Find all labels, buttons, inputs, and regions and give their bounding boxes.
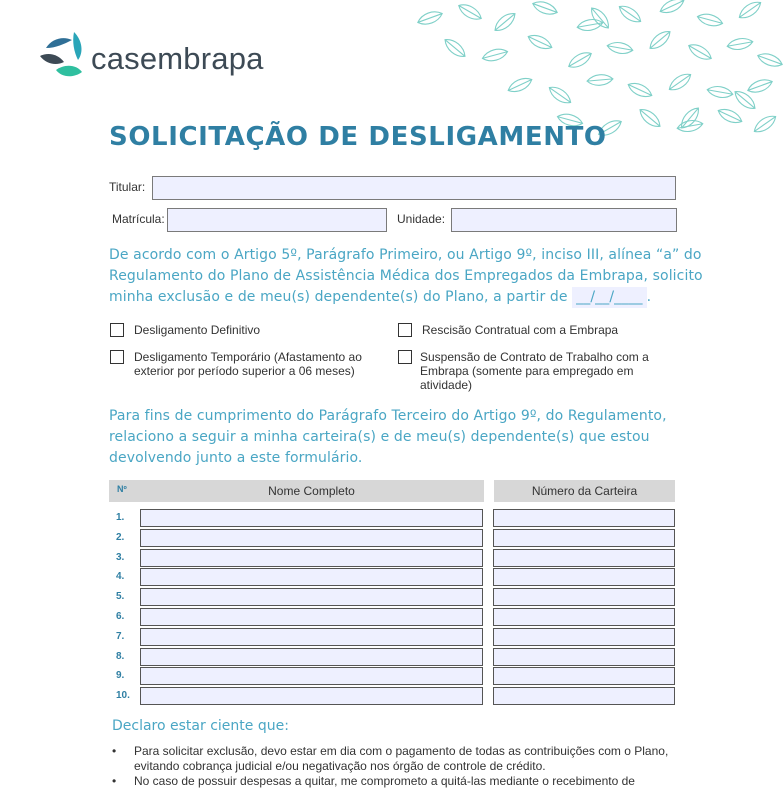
- leaf-shape: [676, 119, 703, 134]
- unidade-field[interactable]: [451, 208, 677, 232]
- table-header-name: Nome Completo: [139, 480, 484, 502]
- leaf-shape: [616, 2, 643, 26]
- name-field[interactable]: [140, 509, 483, 527]
- checkbox-rescisao-contratual[interactable]: [398, 323, 412, 337]
- leaf-shape: [658, 0, 686, 16]
- card-number-field[interactable]: [493, 628, 675, 646]
- request-text: De acordo com o Artigo 5º, Parágrafo Primeiro, ou Artigo 9º, inciso III, alínea “a” do Regulamento do Plano de Assistência Médica dos Empregados da Embrapa, solicito minha exclusão e de meu(s) dependente(s) do Plano, a partir de: [109, 247, 703, 305]
- card-number-field[interactable]: [493, 648, 675, 666]
- leaf-shape: [588, 5, 613, 32]
- leaf-shape: [732, 88, 759, 113]
- row-number: 10.: [116, 690, 130, 701]
- titular-label: Titular:: [109, 180, 146, 194]
- name-field[interactable]: [140, 549, 483, 567]
- card-number-field[interactable]: [493, 667, 675, 685]
- card-number-field[interactable]: [493, 529, 675, 547]
- start-date-field[interactable]: __/__/____: [572, 287, 646, 308]
- table-header-number: Nº: [109, 480, 139, 502]
- declaration-list: [112, 744, 692, 789]
- matricula-label: Matrícula:: [112, 212, 165, 226]
- bullet-icon: •: [112, 744, 117, 758]
- name-field[interactable]: [140, 529, 483, 547]
- leaf-shape: [647, 28, 674, 53]
- name-field[interactable]: [140, 648, 483, 666]
- name-field[interactable]: [140, 588, 483, 606]
- leaf-shape: [587, 74, 614, 87]
- option-suspensao-contrato: Suspensão de Contrato de Trabalho com a Embrapa (somente para empregado em atividade): [420, 350, 649, 392]
- leaf-shape: [456, 1, 484, 23]
- casembrapa-logo: [38, 30, 268, 86]
- leaf-shape: [416, 9, 444, 28]
- leaf-shape: [706, 85, 733, 100]
- name-field[interactable]: [140, 667, 483, 685]
- logo-mark-icon: [38, 30, 86, 82]
- leaf-shape: [442, 36, 469, 61]
- checkbox-desligamento-definitivo[interactable]: [110, 323, 124, 337]
- row-number: 9.: [116, 670, 125, 681]
- checkbox-desligamento-temporario[interactable]: [110, 350, 124, 364]
- name-field[interactable]: [140, 687, 483, 705]
- unidade-label: Unidade:: [397, 212, 446, 226]
- row-number: 1.: [116, 512, 125, 523]
- leaf-shape: [678, 105, 703, 132]
- list-item: [112, 774, 692, 789]
- row-number: 3.: [116, 552, 125, 563]
- card-number-field[interactable]: [493, 549, 675, 567]
- row-number: 2.: [116, 532, 125, 543]
- request-end: .: [646, 289, 652, 305]
- request-paragraph: [109, 245, 709, 308]
- cards-paragraph: Para fins de cumprimento do Parágrafo Terceiro do Artigo 9º, do Regulamento, relaciono a seguir a minha carteira(s) e de meu(s) dependente(s) que estou devolvendo junto a este formulário.: [109, 408, 667, 466]
- leaf-shape: [746, 77, 774, 96]
- leaf-shape: [526, 32, 554, 53]
- leaf-shape: [716, 106, 744, 127]
- row-number: 5.: [116, 591, 125, 602]
- table-header-card: Número da Carteira: [494, 480, 675, 502]
- leaf-shape: [576, 18, 603, 33]
- card-number-field[interactable]: [493, 588, 675, 606]
- row-number: 8.: [116, 651, 125, 662]
- page-title: SOLICITAÇÃO DE DESLIGAMENTO: [109, 122, 607, 152]
- row-number: 7.: [116, 631, 125, 642]
- declaration-heading: Declaro estar ciente que:: [112, 718, 289, 734]
- leaf-shape: [637, 106, 664, 131]
- leaf-shape: [686, 41, 714, 63]
- row-number: 6.: [116, 611, 125, 622]
- matricula-field[interactable]: [167, 208, 387, 232]
- leaf-shape: [546, 83, 573, 107]
- name-field[interactable]: [140, 628, 483, 646]
- leaf-shape: [566, 49, 594, 71]
- titular-field[interactable]: [152, 176, 676, 200]
- list-item-text: Para solicitar exclusão, devo estar em dia com o pagamento de todas as contribuições com o Plano, evitando cobrança judicial e/ou negativação nos órgão de controle de crédito.: [134, 744, 669, 773]
- leaf-shape: [751, 112, 778, 136]
- option-desligamento-temporario: Desligamento Temporário (Afastamento ao exterior por período superior a 06 meses): [134, 350, 362, 378]
- leaf-shape: [726, 37, 753, 52]
- card-number-field[interactable]: [493, 568, 675, 586]
- leaf-shape: [606, 41, 633, 56]
- leaf-shape: [736, 0, 763, 22]
- option-rescisao-contratual: Rescisão Contratual com a Embrapa: [422, 323, 619, 337]
- row-number: 4.: [116, 571, 125, 582]
- bullet-icon: •: [112, 774, 117, 788]
- card-number-field[interactable]: [493, 687, 675, 705]
- card-number-field[interactable]: [493, 509, 675, 527]
- card-number-field[interactable]: [493, 608, 675, 626]
- leaf-shape: [506, 75, 534, 96]
- logo-text: casembrapa: [91, 41, 264, 76]
- list-item-text: No caso de possuir despesas a quitar, me comprometo a quitá-las mediante o recebimento de: [134, 774, 635, 788]
- leaf-shape: [626, 80, 654, 101]
- leaf-shape: [666, 70, 693, 94]
- name-field[interactable]: [140, 608, 483, 626]
- name-field[interactable]: [140, 568, 483, 586]
- leaf-shape: [531, 0, 559, 17]
- leaf-shape: [696, 12, 724, 29]
- option-desligamento-definitivo: Desligamento Definitivo: [134, 323, 261, 337]
- list-item: [112, 744, 692, 774]
- leaf-shape: [492, 10, 519, 35]
- leaf-shape: [756, 51, 784, 70]
- checkbox-suspensao-contrato[interactable]: [398, 350, 412, 364]
- leaf-shape: [481, 47, 509, 64]
